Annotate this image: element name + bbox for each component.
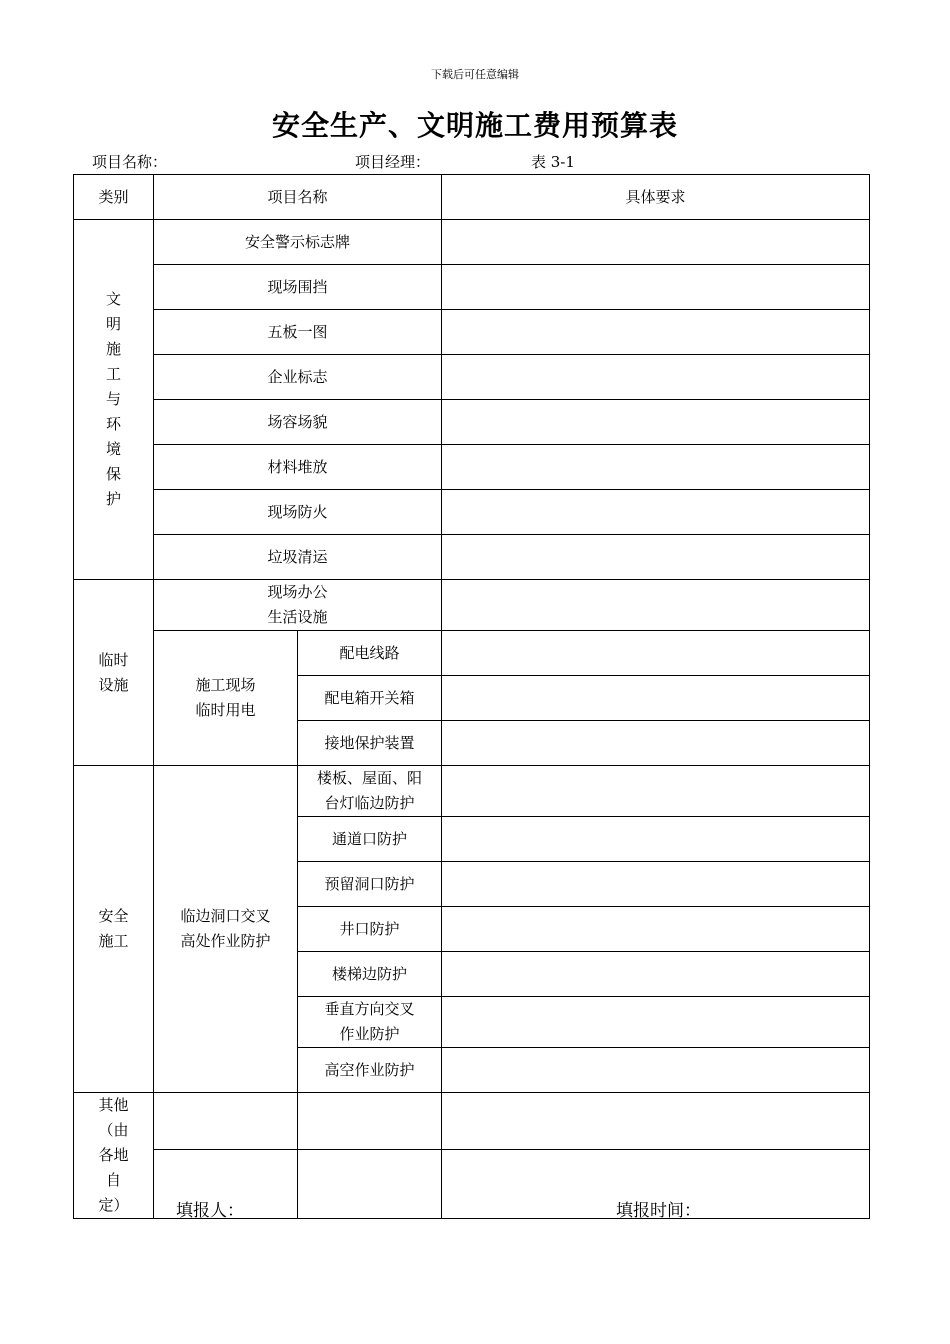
page-title: 安全生产、文明施工费用预算表: [271, 109, 678, 142]
table-row: [74, 400, 870, 445]
requirement-cell[interactable]: [442, 997, 870, 1048]
requirement-cell[interactable]: [442, 490, 870, 535]
requirement-cell[interactable]: [442, 580, 870, 631]
category-other: [74, 1093, 154, 1219]
subgroup-temporary-power-label: 施工现场临时用电: [195, 676, 256, 719]
subitem-cell: 配电线路: [298, 631, 442, 676]
category-safety-label: 安全施工: [98, 907, 129, 950]
item-cell: [154, 580, 442, 631]
category-safety: [74, 766, 154, 1093]
subitem-cell: 配电箱开关箱: [298, 676, 442, 721]
requirement-cell[interactable]: [442, 265, 870, 310]
table-row: [74, 220, 870, 265]
top-note: 下载后可任意编辑: [431, 68, 519, 81]
requirement-cell[interactable]: [442, 907, 870, 952]
table-row: [74, 310, 870, 355]
requirement-cell[interactable]: [442, 535, 870, 580]
subitem-cell: 高空作业防护: [298, 1048, 442, 1093]
header-row: [74, 175, 870, 220]
table-number: 表 3-1: [531, 153, 575, 171]
requirement-cell[interactable]: [442, 952, 870, 997]
table-row: [74, 355, 870, 400]
project-name-label: 项目名称：: [92, 153, 168, 171]
report-time-label: 填报时间：: [616, 1201, 701, 1221]
table-row: [74, 535, 870, 580]
subitem-cell: [298, 766, 442, 817]
requirement-cell[interactable]: [442, 220, 870, 265]
category-civilized: [74, 220, 154, 580]
requirement-cell[interactable]: [442, 862, 870, 907]
subitem-cell: [298, 997, 442, 1048]
item-cell: 垃圾清运: [154, 535, 442, 580]
category-civilized-label: 文明施工与环境保护: [106, 290, 122, 508]
requirement-cell[interactable]: [442, 355, 870, 400]
budget-table: [73, 174, 870, 1219]
requirement-cell[interactable]: [442, 676, 870, 721]
requirement-cell[interactable]: [442, 310, 870, 355]
blank-cell[interactable]: [298, 1149, 442, 1218]
item-cell: 企业标志: [154, 355, 442, 400]
subitem-label: 楼板、屋面、阳台灯临边防护: [316, 769, 422, 812]
table-row: [74, 766, 870, 817]
subgroup-temporary-power: [154, 631, 298, 766]
item-cell: 场容场貌: [154, 400, 442, 445]
requirement-cell[interactable]: [442, 721, 870, 766]
header-category: 类别: [74, 175, 154, 220]
requirement-cell[interactable]: [442, 1093, 870, 1150]
category-temporary-label: 临时设施: [98, 650, 129, 694]
table-row: [74, 1093, 870, 1150]
item-cell: 现场防火: [154, 490, 442, 535]
subitem-cell: 井口防护: [298, 907, 442, 952]
item-cell: 安全警示标志牌: [154, 220, 442, 265]
requirement-cell[interactable]: [442, 1048, 870, 1093]
item-cell: 现场围挡: [154, 265, 442, 310]
requirement-cell[interactable]: [442, 631, 870, 676]
table-row: [74, 631, 870, 676]
category-temporary: [74, 580, 154, 766]
project-manager-label: 项目经理：: [355, 153, 431, 171]
requirement-cell[interactable]: [442, 400, 870, 445]
item-cell: 五板一图: [154, 310, 442, 355]
blank-cell[interactable]: [154, 1093, 298, 1150]
category-other-label: 其他（由各地自定）: [98, 1096, 129, 1214]
reporter-label: 填报人：: [176, 1201, 244, 1221]
subgroup-edge-protection: [154, 766, 298, 1093]
requirement-cell[interactable]: [442, 766, 870, 817]
header-item-name: 项目名称: [154, 175, 442, 220]
item-cell: 材料堆放: [154, 445, 442, 490]
table-row: [74, 445, 870, 490]
subgroup-edge-protection-label: 临边洞口交叉高处作业防护: [180, 907, 271, 950]
item-office-label: 现场办公生活设施: [267, 583, 328, 626]
subitem-cell: 接地保护装置: [298, 721, 442, 766]
table-row: [74, 490, 870, 535]
header-requirements: 具体要求: [442, 175, 870, 220]
subitem-cell: 楼梯边防护: [298, 952, 442, 997]
blank-cell[interactable]: [298, 1093, 442, 1150]
subitem-cell: 预留洞口防护: [298, 862, 442, 907]
requirement-cell[interactable]: [442, 817, 870, 862]
requirement-cell[interactable]: [442, 445, 870, 490]
subitem-label: 垂直方向交叉作业防护: [324, 1000, 415, 1043]
subitem-cell: 通道口防护: [298, 817, 442, 862]
table-row: [74, 580, 870, 631]
table-row: [74, 265, 870, 310]
